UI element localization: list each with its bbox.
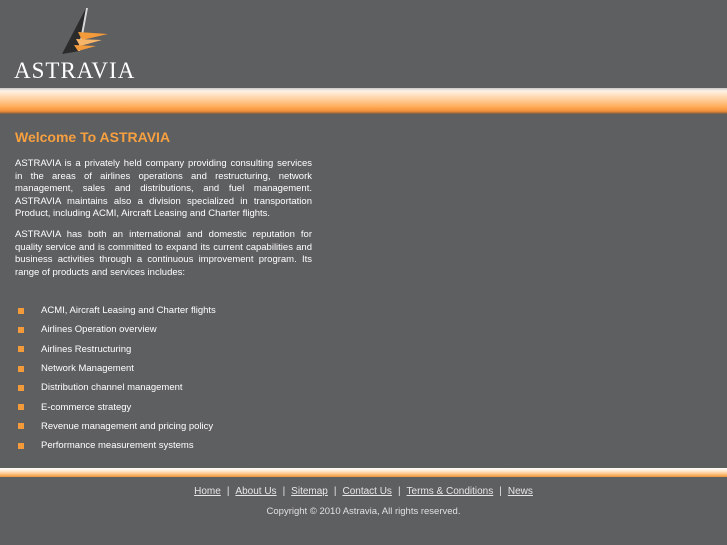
link-separator: | (397, 486, 401, 497)
main-content (15, 128, 312, 287)
list-item (17, 301, 216, 320)
bullet-icon (18, 366, 24, 372)
link-separator: | (499, 486, 502, 497)
header (0, 0, 727, 88)
link-separator: | (333, 486, 337, 497)
bullet-icon (18, 308, 24, 314)
list-item (17, 340, 216, 359)
service-label: Performance measurement systems (41, 440, 194, 452)
footer-link-home[interactable]: Home (194, 486, 221, 497)
astravia-logo[interactable] (14, 6, 164, 82)
service-label: Network Management (41, 363, 134, 375)
list-item (17, 417, 216, 436)
footer-link-news[interactable]: News (507, 486, 533, 497)
service-label: Revenue management and pricing policy (41, 420, 214, 432)
bullet-icon (18, 385, 24, 391)
service-label: Distribution channel management (41, 382, 183, 394)
footer-link-terms[interactable]: Terms & Conditions (406, 486, 494, 497)
bullet-icon (18, 346, 24, 352)
header-orange-band (0, 88, 727, 114)
bullet-icon (18, 423, 24, 429)
copyright-text: Copyright © 2010 Astravia, All rights reserved. (266, 506, 461, 517)
list-item (17, 436, 216, 455)
list-item (17, 359, 216, 378)
list-item (17, 397, 216, 416)
page-title: Welcome To ASTRAVIA (15, 129, 171, 145)
footer-link-sitemap[interactable]: Sitemap (291, 486, 328, 497)
intro-paragraph: ASTRAVIA is a privately held company providing consulting services in the areas of airlines operations and restructuring, network management, sales and distributions, and fuel management. ASTRAVIA maintains also a division specialized in transportation Product, including ACMI, Aircraft Leasing and Charter flights. (15, 158, 312, 220)
services-list (17, 301, 216, 455)
logo-wordmark: ASTRAVIA (14, 58, 136, 83)
bullet-icon (18, 327, 24, 333)
link-separator: | (226, 486, 230, 497)
service-label: Airlines Restructuring (41, 343, 132, 355)
footer-link-contact-us[interactable]: Contact Us (342, 486, 392, 497)
footer-orange-band (0, 468, 727, 477)
bullet-icon (18, 404, 24, 410)
service-label: E-commerce strategy (41, 401, 132, 413)
service-label: ACMI, Aircraft Leasing and Charter flights (41, 305, 216, 317)
wing-logo-icon (58, 6, 108, 58)
reputation-paragraph: ASTRAVIA has both an international and domestic reputation for quality service and is committed to expand its current capabilities and business activities through a continuous improvement program. Its range of products and services includes: (15, 228, 312, 278)
list-item (17, 320, 216, 339)
footer-link-about-us[interactable]: About Us (235, 486, 277, 497)
list-item (17, 378, 216, 397)
link-separator: | (282, 486, 286, 497)
footer-nav (0, 486, 727, 497)
service-label: Airlines Operation overview (41, 324, 157, 336)
bullet-icon (18, 443, 24, 449)
